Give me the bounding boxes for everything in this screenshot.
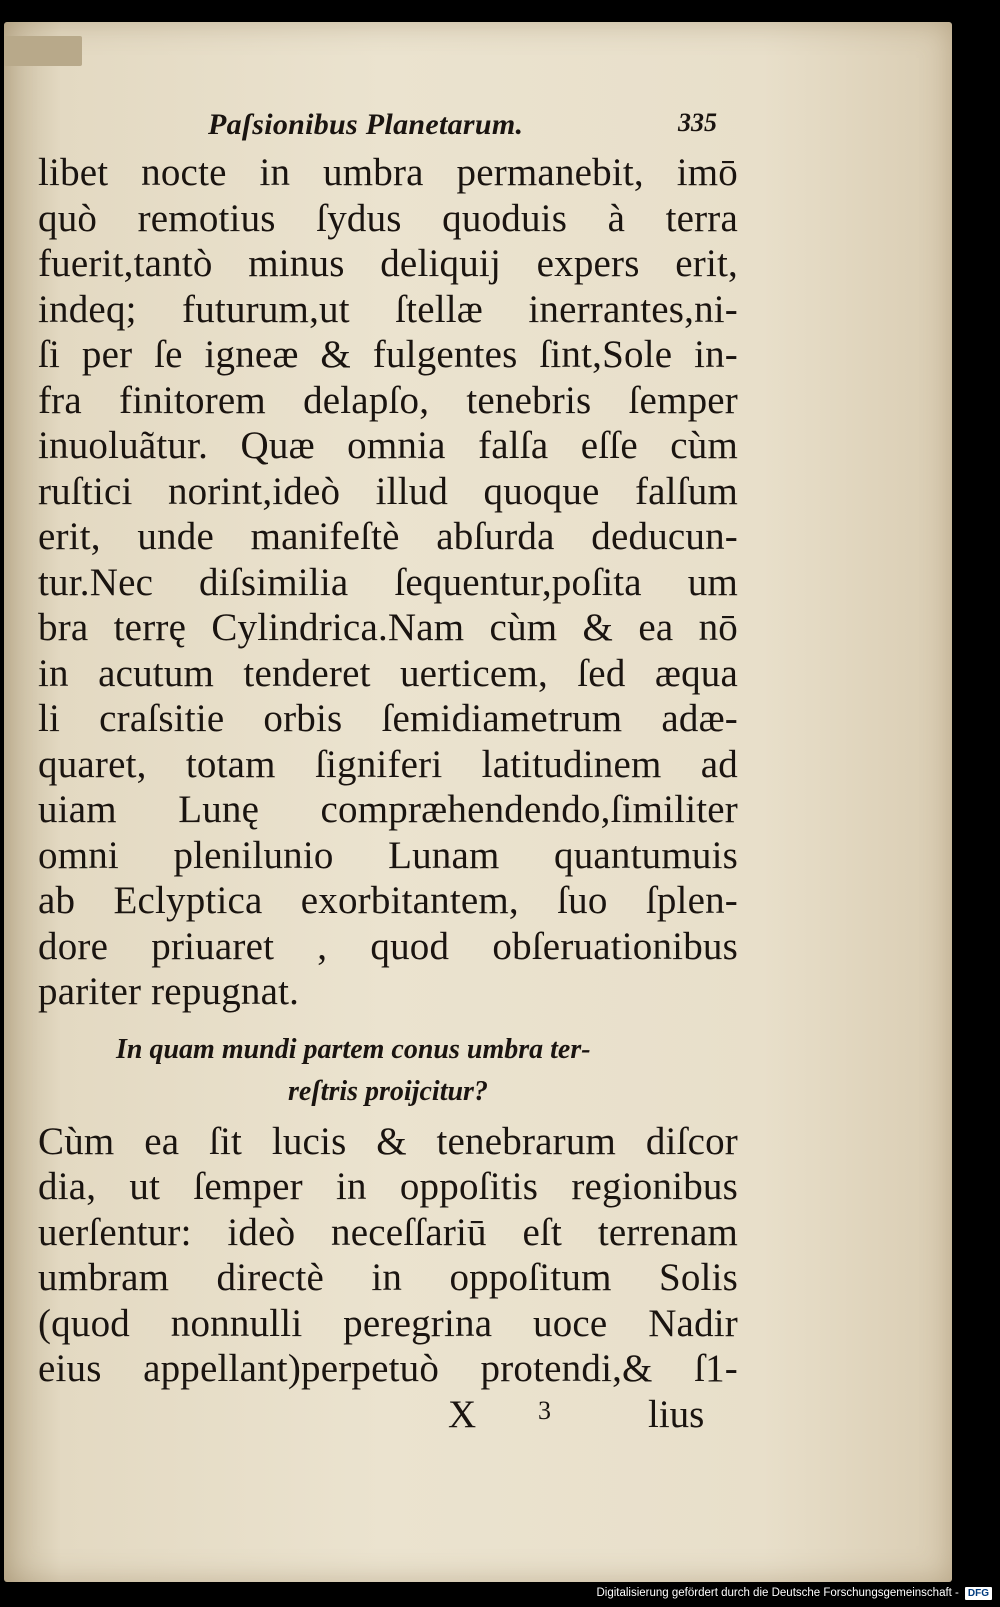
section-heading-line-2: reſtris proijcitur? xyxy=(288,1075,488,1107)
text-line: dia, ut ſemper in oppoſitis regionibus xyxy=(38,1165,738,1208)
text-line: eius appellant)perpetuò protendi,& ſ1- xyxy=(38,1347,738,1390)
text-line: uerſentur: ideò neceſſariū eſt terrenam xyxy=(38,1210,738,1254)
text-line: pariter repugnat. xyxy=(38,970,300,1013)
paragraph-2 xyxy=(38,1119,738,1392)
signature-mark: X xyxy=(448,1392,477,1436)
text-line: erit, unde manifeſtè abſurda deducun- xyxy=(38,515,738,558)
text-line: quò remotius ſydus quoduis à terra xyxy=(38,196,738,240)
text-line: Cùm ea ſit lucis & tenebrarum diſcor xyxy=(38,1119,738,1163)
catch-line xyxy=(38,1392,738,1438)
text-block xyxy=(38,102,738,1438)
text-line: libet nocte in umbra permanebit, imō xyxy=(38,151,738,194)
text-line: (quod nonnulli peregrina uoce Nadir xyxy=(38,1301,738,1345)
text-line: umbram directè in oppoſitum Solis xyxy=(38,1256,738,1299)
digitization-credit xyxy=(596,1583,992,1603)
book-page xyxy=(4,22,952,1582)
paragraph-1 xyxy=(38,150,738,1015)
text-line: dore priuaret , quod obſeruationibus xyxy=(38,924,738,968)
credit-text: Digitalisierung gefördert durch die Deutsche Forschungsgemeinschaft - xyxy=(596,1587,959,1599)
text-line: fra finitorem delapſo, tenebris ſemper xyxy=(38,378,738,422)
signature-number: 3 xyxy=(538,1395,551,1425)
dfg-logo: DFG xyxy=(965,1587,992,1600)
text-line: li craſsitie orbis ſemidiametrum adæ- xyxy=(38,697,738,740)
section-heading-line-1: In quam mundi partem conus umbra ter- xyxy=(116,1033,591,1065)
text-line: omni plenilunio Lunam quantumuis xyxy=(38,833,738,877)
page-edge-fold xyxy=(4,36,82,66)
running-head-title: Paſsionibus Planetarum. xyxy=(208,108,524,141)
text-line: ſi per ſe igneæ & fulgentes ſint,Sole in- xyxy=(38,333,738,376)
running-head xyxy=(38,102,738,150)
text-line: quaret, totam ſigniferi latitudinem ad xyxy=(38,742,738,786)
text-line: fuerit,tantò minus deliquij expers erit, xyxy=(38,242,738,285)
text-line: uiam Lunę compræhendendo,ſimiliter xyxy=(38,788,738,831)
text-line: in acutum tenderet uerticem, ſed æqua xyxy=(38,651,738,695)
text-line: ruſtici norint,ideò illud quoque falſum xyxy=(38,469,738,513)
text-line: inuoluãtur. Quæ omnia falſa eſſe cùm xyxy=(38,424,738,467)
catchword: lius xyxy=(648,1392,705,1436)
text-line: bra terrę Cylindrica.Nam cùm & ea nō xyxy=(38,606,738,649)
text-line: tur.Nec diſsimilia ſequentur,poſita um xyxy=(38,560,738,604)
text-line: ab Eclyptica exorbitantem, ſuo ſplen- xyxy=(38,879,738,922)
text-line: indeq; futurum,ut ſtellæ inerrantes,ni- xyxy=(38,287,738,331)
page-number: 335 xyxy=(678,108,717,137)
